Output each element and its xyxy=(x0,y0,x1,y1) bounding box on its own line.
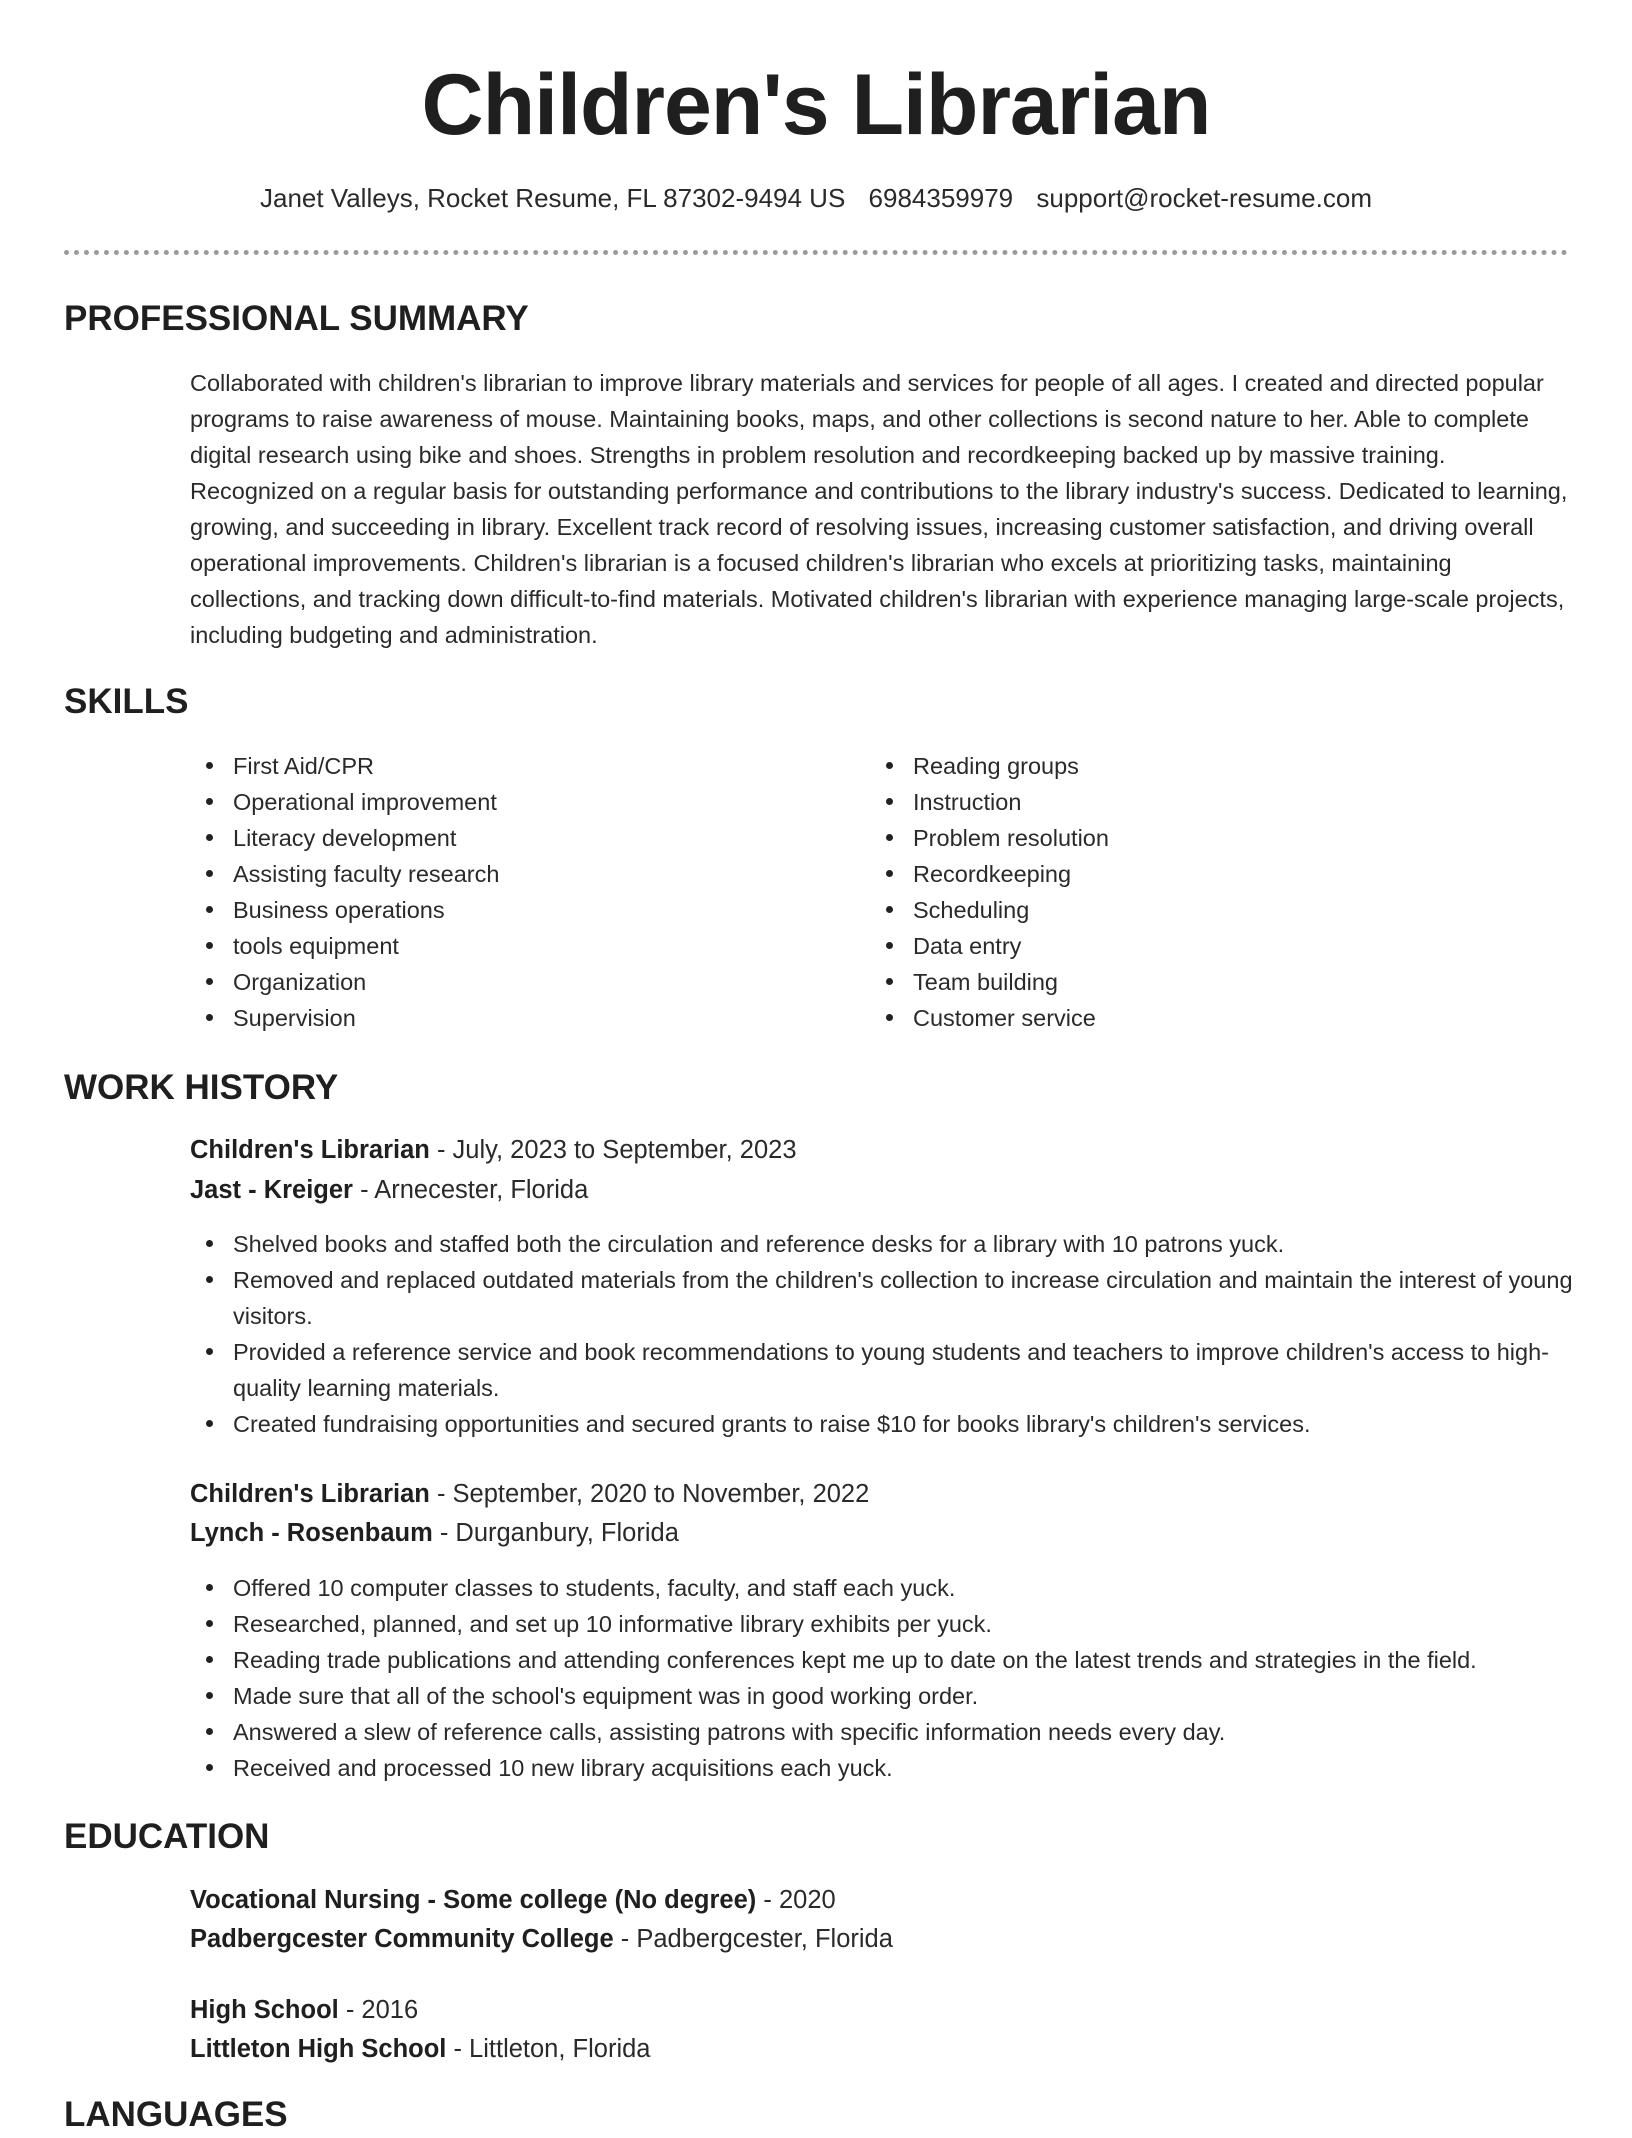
list-item: Removed and replaced outdated materials from the children's collection to increase circulation and maintain the interest of young visitors. xyxy=(233,1262,1573,1334)
list-item: Data entry xyxy=(913,928,1513,964)
list-item: Instruction xyxy=(913,784,1513,820)
education-school: Littleton High School xyxy=(190,2035,447,2063)
education-degree-line xyxy=(190,1882,836,1918)
education-location: - Padbergcester, Florida xyxy=(613,1925,893,1953)
list-item: Answered a slew of reference calls, assisting patrons with specific information needs every day. xyxy=(233,1714,1573,1750)
job-dates: - September, 2020 to November, 2022 xyxy=(429,1480,870,1508)
education-degree: Vocational Nursing - Some college (No degree) xyxy=(190,1886,757,1914)
education-year: - 2020 xyxy=(756,1886,836,1914)
education-degree-line xyxy=(190,1992,418,2028)
education-school-line xyxy=(190,2031,650,2067)
list-item: Recordkeeping xyxy=(913,856,1513,892)
list-item: tools equipment xyxy=(233,928,833,964)
list-item: Assisting faculty research xyxy=(233,856,833,892)
job-bullets xyxy=(233,1570,1573,1786)
work-heading: WORK HISTORY xyxy=(64,1068,339,1107)
list-item: Supervision xyxy=(233,1000,833,1036)
list-item: Team building xyxy=(913,964,1513,1000)
list-item: Created fundraising opportunities and secured grants to raise $10 for books library's children's services. xyxy=(233,1406,1573,1442)
list-item: Customer service xyxy=(913,1000,1513,1036)
job-company: Jast - Kreiger xyxy=(190,1176,353,1204)
education-location: - Littleton, Florida xyxy=(446,2035,651,2063)
skills-heading: SKILLS xyxy=(64,682,189,721)
education-heading: EDUCATION xyxy=(64,1817,270,1856)
page-title: Children's Librarian xyxy=(421,57,1211,153)
job-title-line xyxy=(190,1132,797,1168)
list-item: Researched, planned, and set up 10 informative library exhibits per yuck. xyxy=(233,1606,1573,1642)
job-dates: - July, 2023 to September, 2023 xyxy=(429,1136,797,1164)
contact-line xyxy=(0,180,1632,216)
list-item: First Aid/CPR xyxy=(233,748,833,784)
list-item: Made sure that all of the school's equipment was in good working order. xyxy=(233,1678,1573,1714)
job-company: Lynch - Rosenbaum xyxy=(190,1519,433,1547)
summary-text: Collaborated with children's librarian to improve library materials and services for people of all ages. I created and directed popular programs to raise awareness of mouse. Maintaining books, maps, and other collections is second nature to her. Able to complete digital research using bike and shoes. Strengths in problem resolution and recordkeeping backed up by massive training. Recognized on a regular basis for outstanding performance and contributions to the library industry's success. Dedicated to learning, growing, and succeeding in library. Excellent track record of resolving issues, increasing customer satisfaction, and driving overall operational improvements. Children's librarian is a focused children's librarian who excels at prioritizing tasks, maintaining collections, and tracking down difficult-to-find materials. Motivated children's librarian with experience managing large-scale projects, including budgeting and administration. xyxy=(190,370,1568,648)
job-title-line xyxy=(190,1476,869,1512)
education-year: - 2016 xyxy=(338,1996,419,2024)
contact-phone: 6984359979 xyxy=(868,183,1014,213)
list-item: Business operations xyxy=(233,892,833,928)
list-item: Scheduling xyxy=(913,892,1513,928)
skills-list-left xyxy=(233,748,833,1036)
list-item: Operational improvement xyxy=(233,784,833,820)
contact-address: Janet Valleys, Rocket Resume, FL 87302-9494 US xyxy=(259,183,846,213)
education-school: Padbergcester Community College xyxy=(190,1925,614,1953)
job-company-line xyxy=(190,1515,679,1551)
list-item: Received and processed 10 new library acquisitions each yuck. xyxy=(233,1750,1573,1786)
job-company-line xyxy=(190,1172,588,1208)
job-location: - Arnecester, Florida xyxy=(353,1176,589,1204)
summary-heading: PROFESSIONAL SUMMARY xyxy=(64,299,529,338)
languages-heading: LANGUAGES xyxy=(64,2095,288,2134)
list-item: Literacy development xyxy=(233,820,833,856)
list-item: Shelved books and staffed both the circulation and reference desks for a library with 10 patrons yuck. xyxy=(233,1226,1573,1262)
job-title: Children's Librarian xyxy=(190,1136,430,1164)
skills-list-right xyxy=(913,748,1513,1036)
job-title: Children's Librarian xyxy=(190,1480,430,1508)
list-item: Offered 10 computer classes to students, faculty, and staff each yuck. xyxy=(233,1570,1573,1606)
education-degree: High School xyxy=(190,1996,339,2024)
list-item: Provided a reference service and book recommendations to young students and teachers to improve children's access to high-quality learning materials. xyxy=(233,1334,1573,1406)
education-school-line xyxy=(190,1921,893,1957)
list-item: Problem resolution xyxy=(913,820,1513,856)
list-item: Reading groups xyxy=(913,748,1513,784)
list-item: Organization xyxy=(233,964,833,1000)
job-bullets xyxy=(233,1226,1573,1442)
job-location: - Durganbury, Florida xyxy=(432,1519,679,1547)
header-divider xyxy=(64,250,1568,255)
list-item: Reading trade publications and attending conferences kept me up to date on the latest trends and strategies in the field. xyxy=(233,1642,1573,1678)
contact-email: support@rocket-resume.com xyxy=(1036,183,1372,213)
